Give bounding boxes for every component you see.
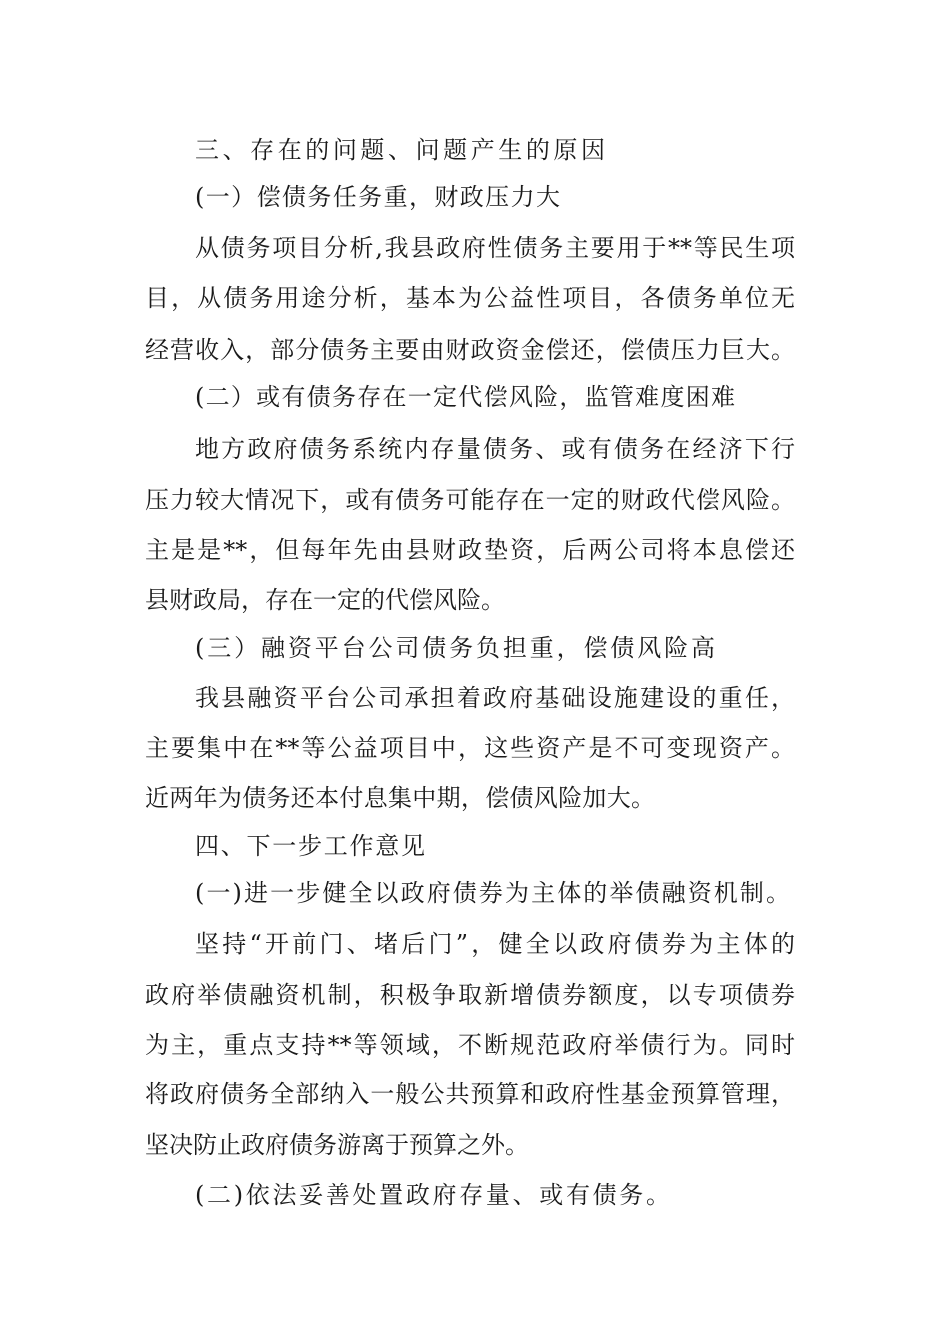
paragraph-line: 将政府债务全部纳入一般公共预算和政府性基金预算管理， [145, 1080, 795, 1108]
subheading: (三）融资平台公司债务负担重，偿债风险高 [195, 634, 715, 662]
paragraph-line: 坚决防止政府债务游离于预算之外。 [145, 1131, 529, 1159]
subheading: (二）或有债务存在一定代偿风险，监管难度困难 [195, 383, 735, 411]
subheading: (一)进一步健全以政府债券为主体的举债融资机制。 [195, 879, 790, 907]
paragraph-line: 近两年为债务还本付息集中期，偿债风险加大。 [145, 784, 655, 812]
paragraph-line: 坚持“开前门、堵后门”，健全以政府债券为主体的 [195, 930, 795, 958]
section-heading: 四、下一步工作意见 [195, 832, 425, 860]
paragraph-line: 地方政府债务系统内存量债务、或有债务在经济下行 [195, 435, 795, 463]
paragraph-line: 主是是**，但每年先由县财政垫资，后两公司将本息偿还 [145, 536, 795, 564]
paragraph-line: 主要集中在**等公益项目中，这些资产是不可变现资产。 [145, 734, 795, 762]
subheading: (一）偿债务任务重，财政压力大 [195, 183, 560, 211]
paragraph-line: 压力较大情况下，或有债务可能存在一定的财政代偿风险。 [145, 486, 795, 514]
section-heading: 三、存在的问题、问题产生的原因 [195, 136, 605, 164]
paragraph-line: 政府举债融资机制，积极争取新增债券额度，以专项债券 [145, 981, 795, 1009]
paragraph-line: 目，从债务用途分析，基本为公益性项目，各债务单位无 [145, 284, 795, 312]
paragraph-line: 经营收入，部分债务主要由财政资金偿还，偿债压力巨大。 [145, 336, 795, 364]
paragraph-line: 从债务项目分析,我县政府性债务主要用于**等民生项 [195, 234, 795, 262]
paragraph-line: 为主，重点支持**等领域，不断规范政府举债行为。同时 [145, 1031, 795, 1059]
paragraph-line: 我县融资平台公司承担着政府基础设施建设的重任， [195, 684, 795, 712]
subheading: (二)依法妥善处置政府存量、或有债务。 [195, 1181, 670, 1209]
paragraph-line: 县财政局，存在一定的代偿风险。 [145, 586, 505, 614]
